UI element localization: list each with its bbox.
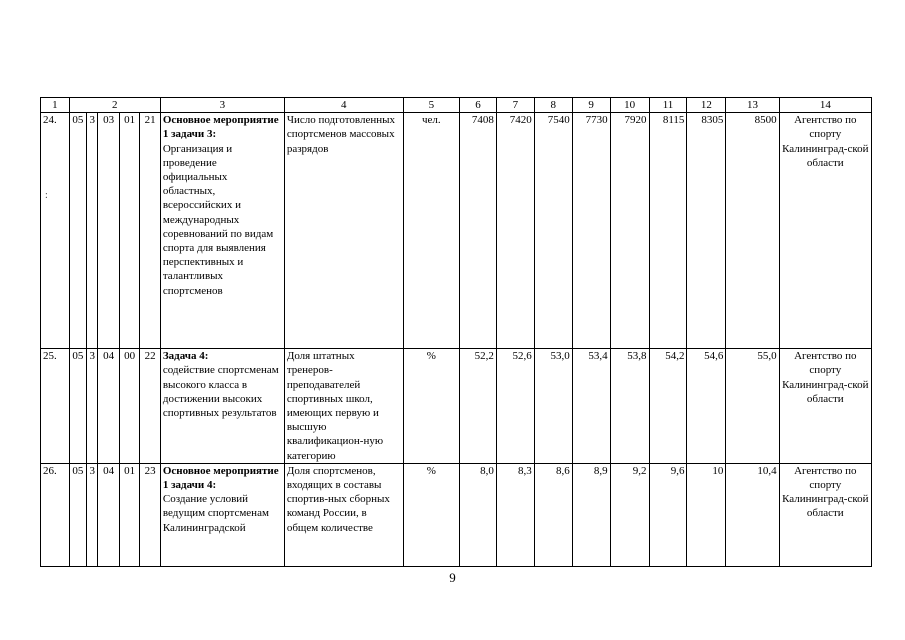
indicator-cell xyxy=(284,463,403,566)
table-row xyxy=(41,349,872,464)
row-number: 26. xyxy=(41,463,70,566)
code-cell: 01 xyxy=(119,463,139,566)
header-cell: 12 xyxy=(687,98,726,113)
header-cell: 4 xyxy=(284,98,403,113)
indicator-text: Доля штатных тренеров-преподавателей спортивных школ, имеющих первую и высшую квалификацион-ную категорию xyxy=(286,350,384,462)
table-row xyxy=(41,463,872,566)
code-cell: 04 xyxy=(98,463,120,566)
description-cell xyxy=(160,113,284,349)
code-cell: 04 xyxy=(98,349,120,464)
code-cell: 03 xyxy=(98,113,120,349)
code-cell: 21 xyxy=(140,113,161,349)
header-cell: 11 xyxy=(649,98,687,113)
header-row xyxy=(41,98,872,113)
indicator-cell xyxy=(284,349,403,464)
value-cell: 8305 xyxy=(687,113,726,349)
value-cell: 54,2 xyxy=(649,349,687,464)
description-heading: Задача 4: xyxy=(162,350,209,363)
unit-cell: % xyxy=(403,349,459,464)
indicator-text: Число подготовленных спортсменов массовых разрядов xyxy=(286,114,395,155)
code-cell: 3 xyxy=(87,463,98,566)
value-cell: 53,8 xyxy=(610,349,649,464)
page-number: 9 xyxy=(449,570,456,585)
value-cell: 52,6 xyxy=(496,349,534,464)
value-cell: 54,6 xyxy=(687,349,726,464)
header-cell: 5 xyxy=(403,98,459,113)
code-cell: 05 xyxy=(69,349,86,464)
value-cell: 53,4 xyxy=(572,349,610,464)
value-cell: 9,6 xyxy=(649,463,687,566)
unit-cell: % xyxy=(403,463,459,566)
agency-cell: Агентство по спорту Калининград-ской области xyxy=(779,463,871,566)
value-cell: 7730 xyxy=(572,113,610,349)
value-cell: 8,9 xyxy=(572,463,610,566)
indicator-text: Доля спортсменов, входящих в составы спортив-ных сборных команд России, в общем количестве xyxy=(286,464,390,534)
agency-cell: Агентство по спорту Калининград-ской области xyxy=(779,349,871,464)
code-cell: 22 xyxy=(140,349,161,464)
table-row xyxy=(41,113,872,349)
value-cell: 8,6 xyxy=(534,463,572,566)
header-cell: 10 xyxy=(610,98,649,113)
description-heading: Основное мероприятие 1 задачи 3: xyxy=(162,114,279,141)
value-cell: 10,4 xyxy=(726,463,779,566)
value-cell: 9,2 xyxy=(610,463,649,566)
header-cell: 3 xyxy=(160,98,284,113)
header-cell: 6 xyxy=(460,98,497,113)
header-cell: 2 xyxy=(69,98,160,113)
code-cell: 05 xyxy=(69,113,86,349)
value-cell: 52,2 xyxy=(460,349,497,464)
code-cell: 00 xyxy=(119,349,139,464)
header-cell: 9 xyxy=(572,98,610,113)
row-number: 24. xyxy=(41,113,70,349)
header-cell: 7 xyxy=(496,98,534,113)
header-cell: 1 xyxy=(41,98,70,113)
value-cell: 8115 xyxy=(649,113,687,349)
description-heading: Основное мероприятие 1 задачи 4: xyxy=(162,464,279,492)
description-cell xyxy=(160,463,284,566)
code-cell: 23 xyxy=(140,463,161,566)
code-cell: 01 xyxy=(119,113,139,349)
value-cell: 8,3 xyxy=(496,463,534,566)
margin-mark: : xyxy=(45,190,48,201)
agency-cell: Агентство по спорту Калининград-ской области xyxy=(779,113,871,349)
description-text: Создание условий ведущим спортсменам Калининградской xyxy=(162,493,269,534)
description-text: Организация и проведение официальных областных, всероссийских и международных соревнований по видам спорта для выявления перспективных и талантливых спортсменов xyxy=(162,142,274,297)
row-number: 25. xyxy=(41,349,70,464)
value-cell: 7420 xyxy=(496,113,534,349)
indicators-table xyxy=(40,97,872,567)
header-cell: 8 xyxy=(534,98,572,113)
value-cell: 7540 xyxy=(534,113,572,349)
description-text: содействие спортсменам высокого класса в достижении высоких спортивных результатов xyxy=(162,364,279,420)
value-cell: 55,0 xyxy=(726,349,779,464)
header-cell: 13 xyxy=(726,98,779,113)
description-cell xyxy=(160,349,284,464)
value-cell: 8500 xyxy=(726,113,779,349)
unit-cell: чел. xyxy=(403,113,459,349)
indicator-cell xyxy=(284,113,403,349)
value-cell: 8,0 xyxy=(460,463,497,566)
value-cell: 10 xyxy=(687,463,726,566)
code-cell: 05 xyxy=(69,463,86,566)
value-cell: 7920 xyxy=(610,113,649,349)
value-cell: 53,0 xyxy=(534,349,572,464)
value-cell: 7408 xyxy=(460,113,497,349)
code-cell: 3 xyxy=(87,349,98,464)
code-cell: 3 xyxy=(87,113,98,349)
header-cell: 14 xyxy=(779,98,871,113)
